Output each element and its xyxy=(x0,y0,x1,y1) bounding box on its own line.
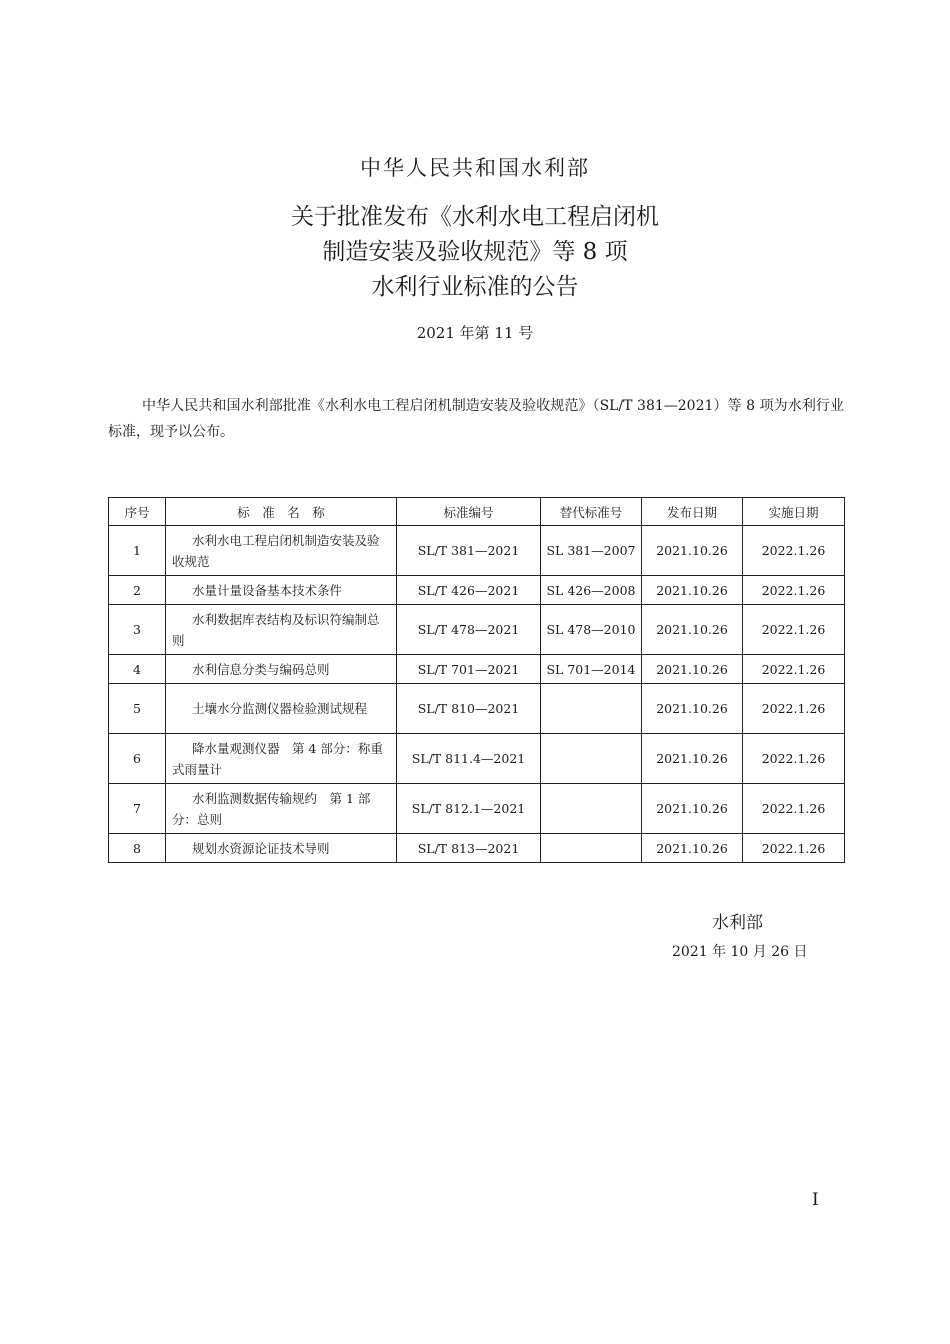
cell-effective: 2022.1.26 xyxy=(743,655,845,684)
table-row xyxy=(109,655,845,684)
header-issued: 发布日期 xyxy=(642,498,743,526)
table-header-row xyxy=(109,498,845,526)
cell-name xyxy=(166,655,397,684)
cell-name-text: 水量计量设备基本技术条件 xyxy=(192,582,343,598)
cell-issued: 2021.10.26 xyxy=(642,655,743,684)
cell-code: SL/T 426—2021 xyxy=(397,576,541,605)
cell-no: 4 xyxy=(109,655,166,684)
cell-effective: 2022.1.26 xyxy=(743,784,845,834)
cell-no: 3 xyxy=(109,605,166,655)
table-row xyxy=(109,684,845,734)
header-replaces: 替代标准号 xyxy=(541,498,642,526)
header-name: 标 准 名 称 xyxy=(166,498,397,526)
table-row xyxy=(109,734,845,784)
table-row xyxy=(109,834,845,863)
cell-name xyxy=(166,605,397,655)
title-line-1: 关于批准发布《水利水电工程启闭机 xyxy=(291,204,659,230)
cell-replaces xyxy=(541,784,642,834)
cell-no: 2 xyxy=(109,576,166,605)
cell-code: SL/T 701—2021 xyxy=(397,655,541,684)
cell-code: SL/T 810—2021 xyxy=(397,684,541,734)
table-row xyxy=(109,526,845,576)
cell-effective: 2022.1.26 xyxy=(743,684,845,734)
cell-no: 1 xyxy=(109,526,166,576)
title-line-2: 制造安装及验收规范》等 8 项 xyxy=(322,239,628,265)
cell-code: SL/T 811.4—2021 xyxy=(397,734,541,784)
cell-replaces: SL 381—2007 xyxy=(541,526,642,576)
cell-name xyxy=(166,684,397,734)
cell-no: 5 xyxy=(109,684,166,734)
cell-name xyxy=(166,734,397,784)
cell-replaces: SL 701—2014 xyxy=(541,655,642,684)
announcement-title xyxy=(0,200,950,305)
cell-name xyxy=(166,576,397,605)
header-effective: 实施日期 xyxy=(743,498,845,526)
issuer-name: 中华人民共和国水利部 xyxy=(360,156,590,180)
cell-issued: 2021.10.26 xyxy=(642,526,743,576)
cell-effective: 2022.1.26 xyxy=(743,576,845,605)
cell-no: 7 xyxy=(109,784,166,834)
cell-replaces xyxy=(541,684,642,734)
standards-table xyxy=(108,497,845,863)
table-row xyxy=(109,605,845,655)
cell-no: 8 xyxy=(109,834,166,863)
cell-effective: 2022.1.26 xyxy=(743,605,845,655)
cell-issued: 2021.10.26 xyxy=(642,576,743,605)
cell-code: SL/T 813—2021 xyxy=(397,834,541,863)
cell-name-text: 水利水电工程启闭机制造安装及验收规范 xyxy=(172,532,380,569)
body-paragraph: 中华人民共和国水利部批准《水利水电工程启闭机制造安装及验收规范》（SL/T 381—2021）等 8 项为水利行业标准，现予以公布。 xyxy=(108,398,844,440)
cell-no: 6 xyxy=(109,734,166,784)
cell-replaces xyxy=(541,734,642,784)
cell-code: SL/T 812.1—2021 xyxy=(397,784,541,834)
table-row xyxy=(109,784,845,834)
header-no: 序号 xyxy=(109,498,166,526)
title-line-3: 水利行业标准的公告 xyxy=(371,274,579,300)
cell-effective: 2022.1.26 xyxy=(743,526,845,576)
cell-code: SL/T 478—2021 xyxy=(397,605,541,655)
signature: 水利部 xyxy=(712,913,763,933)
cell-effective: 2022.1.26 xyxy=(743,834,845,863)
cell-replaces: SL 478—2010 xyxy=(541,605,642,655)
cell-code: SL/T 381—2021 xyxy=(397,526,541,576)
cell-name-text: 水利数据库表结构及标识符编制总则 xyxy=(172,611,380,648)
cell-name-text: 降水量观测仪器 第 4 部分：称重式雨量计 xyxy=(172,740,383,777)
cell-issued: 2021.10.26 xyxy=(642,734,743,784)
cell-issued: 2021.10.26 xyxy=(642,834,743,863)
cell-issued: 2021.10.26 xyxy=(642,605,743,655)
cell-name-text: 规划水资源论证技术导则 xyxy=(192,840,330,856)
cell-replaces xyxy=(541,834,642,863)
cell-name-text: 水利监测数据传输规约 第 1 部分：总则 xyxy=(172,790,371,827)
cell-name xyxy=(166,784,397,834)
page-number: I xyxy=(812,1190,819,1210)
cell-issued: 2021.10.26 xyxy=(642,784,743,834)
cell-replaces: SL 426—2008 xyxy=(541,576,642,605)
cell-name-text: 水利信息分类与编码总则 xyxy=(192,661,330,677)
cell-issued: 2021.10.26 xyxy=(642,684,743,734)
cell-name xyxy=(166,834,397,863)
header-code: 标准编号 xyxy=(397,498,541,526)
cell-name xyxy=(166,526,397,576)
cell-name-text: 土壤水分监测仪器检验测试规程 xyxy=(192,701,368,716)
table-row xyxy=(109,576,845,605)
signature-date: 2021 年 10 月 26 日 xyxy=(672,944,808,960)
document-number: 2021 年第 11 号 xyxy=(416,324,534,342)
cell-effective: 2022.1.26 xyxy=(743,734,845,784)
